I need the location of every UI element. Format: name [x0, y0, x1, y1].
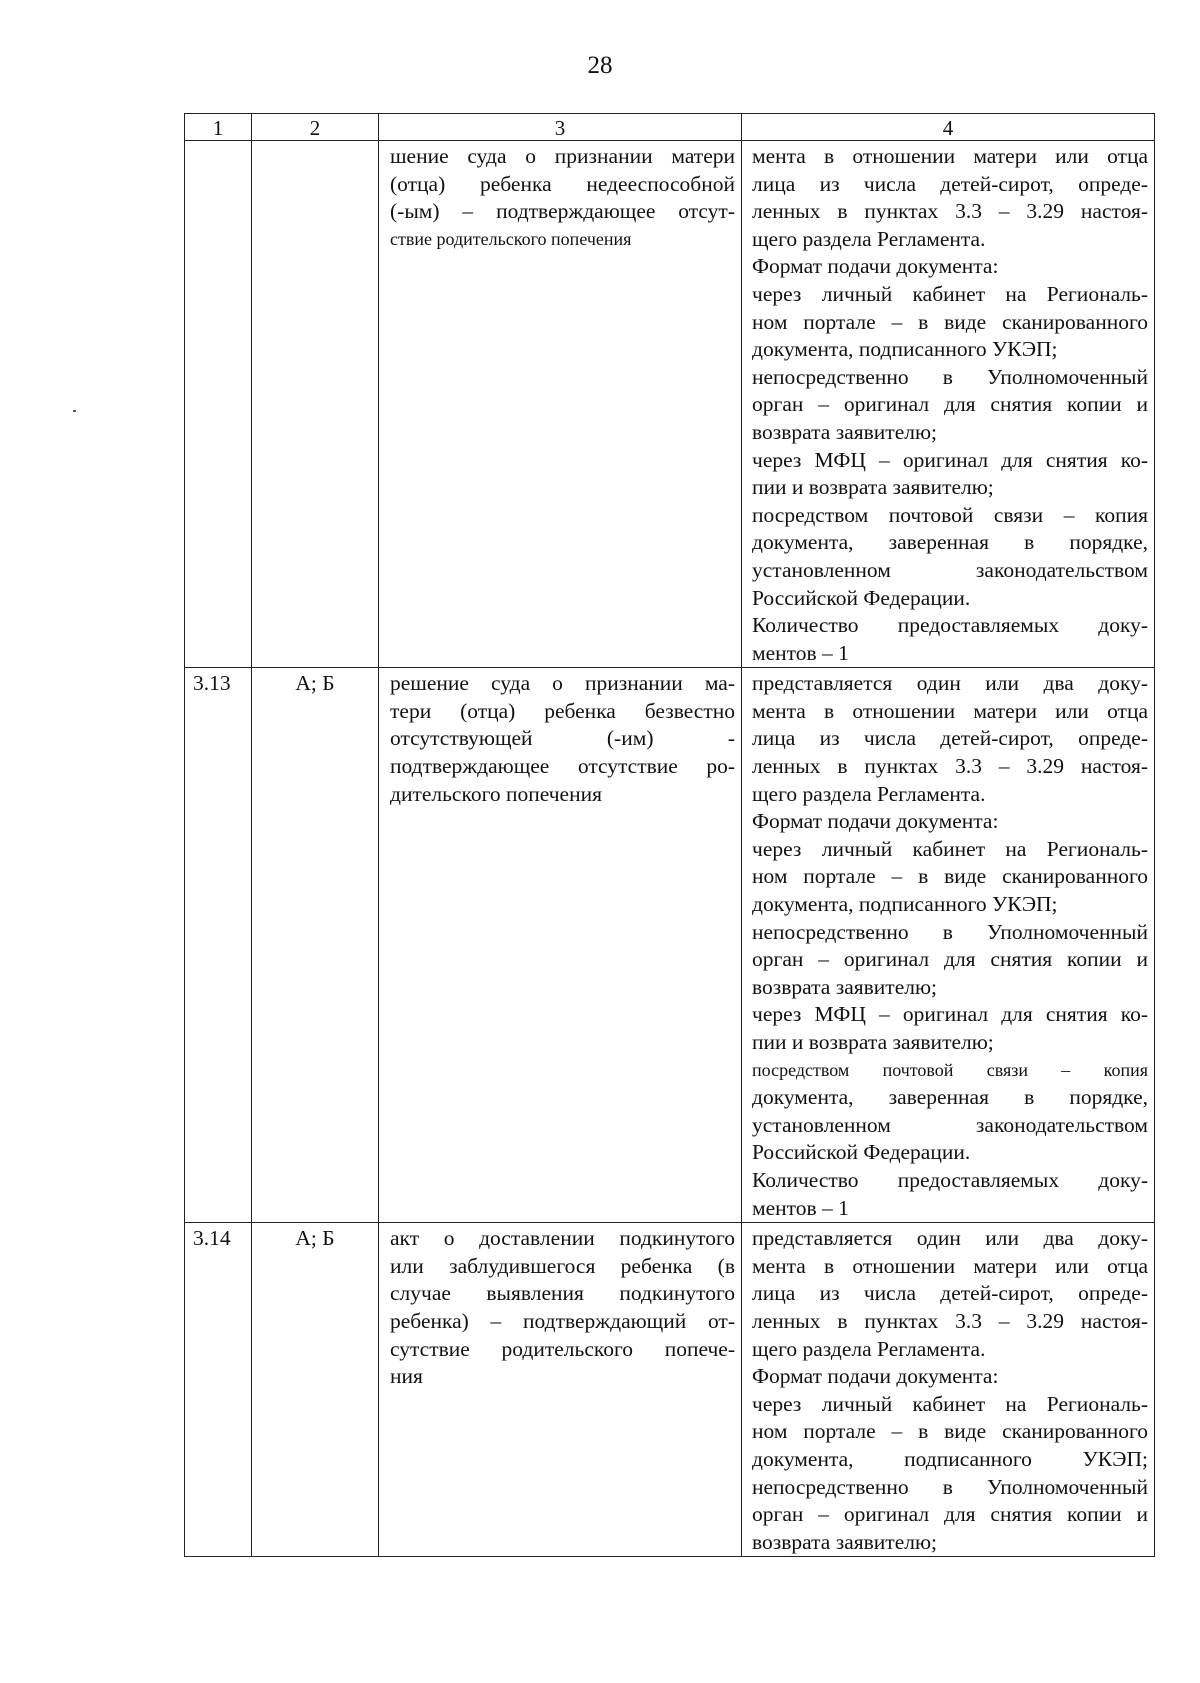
- column-header-3: 3: [379, 114, 742, 141]
- column-header-2: 2: [252, 114, 379, 141]
- description-line: ленных в пунктах 3.3 – 3.29 настоя-: [752, 1308, 1148, 1333]
- table-row: [185, 141, 1155, 668]
- document-line: ребенка) – подтверждающий от-: [390, 1308, 735, 1333]
- row-number-cell: [185, 141, 252, 668]
- table-row: [185, 1223, 1155, 1557]
- description-line: документа, подписанного УКЭП;: [752, 892, 1058, 917]
- description-line: Российской Федерации.: [752, 585, 971, 610]
- description-line: пии и возврата заявителю;: [752, 475, 994, 500]
- document-line: подтверждающее отсутствие ро-: [390, 754, 735, 779]
- row-number-cell: 3.13: [185, 668, 252, 1223]
- description-line: щего раздела Регламента.: [752, 226, 986, 251]
- row-category-cell: А; Б: [252, 1223, 379, 1557]
- description-line: мента в отношении матери или отца: [752, 1253, 1148, 1278]
- column-header-4: 4: [742, 114, 1155, 141]
- regulation-table: [184, 113, 1155, 1557]
- row-document-cell: [379, 1223, 742, 1557]
- description-line: документа, подписанного УКЭП;: [752, 1446, 1148, 1471]
- document-line: (-ым) – подтверждающее отсут-: [390, 199, 735, 224]
- description-line: непосредственно в Уполномоченный: [752, 1474, 1148, 1499]
- description-line: ленных в пунктах 3.3 – 3.29 настоя-: [752, 754, 1148, 779]
- description-line: возврата заявителю;: [752, 974, 937, 999]
- description-line: представляется один или два доку-: [752, 1226, 1148, 1251]
- description-line: документа, подписанного УКЭП;: [752, 337, 1058, 362]
- description-line: документа, заверенная в порядке,: [752, 530, 1148, 555]
- description-line: через личный кабинет на Региональ-: [752, 281, 1148, 306]
- document-line: решение суда о признании ма-: [390, 671, 735, 696]
- description-line: Формат подачи документа:: [752, 254, 999, 279]
- description-line: непосредственно в Уполномоченный: [752, 919, 1148, 944]
- description-line: щего раздела Регламента.: [752, 781, 986, 806]
- description-line: ленных в пунктах 3.3 – 3.29 настоя-: [752, 199, 1148, 224]
- description-line: орган – оригинал для снятия копии и: [752, 947, 1148, 972]
- document-line: отсутствующей (-им) -: [390, 726, 735, 751]
- row-document-cell: [379, 668, 742, 1223]
- description-line: ном портале – в виде сканированного: [752, 309, 1148, 334]
- document-line: шение суда о признании матери: [390, 144, 735, 168]
- description-line: Количество предоставляемых доку-: [752, 613, 1148, 638]
- description-line: Количество предоставляемых доку-: [752, 1167, 1148, 1192]
- page-number: 28: [587, 52, 613, 79]
- description-line: установленном законодательством: [752, 557, 1148, 582]
- description-line: ном портале – в виде сканированного: [752, 1419, 1148, 1444]
- description-line: лица из числа детей-сирот, опреде-: [752, 726, 1148, 751]
- description-line: Российской Федерации.: [752, 1140, 971, 1165]
- table-header-row: [185, 114, 1155, 141]
- document-line: ствие родительского попечения: [390, 228, 632, 249]
- description-line: возврата заявителю;: [752, 419, 937, 444]
- row-category-cell: [252, 141, 379, 668]
- row-number-cell: 3.14: [185, 1223, 252, 1557]
- document-line: (отца) ребенка недееспособной: [390, 171, 735, 196]
- row-description-cell: [742, 1223, 1155, 1557]
- description-line: Формат подачи документа:: [752, 809, 999, 834]
- description-line: посредством почтовой связи – копия: [752, 502, 1148, 527]
- description-line: установленном законодательством: [752, 1112, 1148, 1137]
- column-header-1: 1: [185, 114, 252, 141]
- row-description-cell: [742, 141, 1155, 668]
- document-line: сутствие родительского попече-: [390, 1336, 735, 1361]
- description-line: через МФЦ – оригинал для снятия ко-: [752, 1002, 1148, 1027]
- document-line: тери (отца) ребенка безвестно: [390, 698, 735, 723]
- description-line: непосредственно в Уполномоченный: [752, 364, 1148, 389]
- description-line: возврата заявителю;: [752, 1529, 937, 1554]
- description-line: орган – оригинал для снятия копии и: [752, 392, 1148, 417]
- row-document-cell: [379, 141, 742, 668]
- description-line: лица из числа детей-сирот, опреде-: [752, 171, 1148, 196]
- document-line: акт о доставлении подкинутого: [390, 1226, 735, 1251]
- description-line: ментов – 1: [752, 640, 849, 665]
- document-line: дительского попечения: [390, 781, 602, 806]
- description-line: пии и возврата заявителю;: [752, 1030, 994, 1054]
- description-line: ном портале – в виде сканированного: [752, 864, 1148, 889]
- description-line: ментов – 1: [752, 1195, 849, 1220]
- scan-artifact-dot: [73, 410, 76, 412]
- document-line: ния: [390, 1364, 423, 1389]
- row-category-cell: А; Б: [252, 668, 379, 1223]
- description-line: орган – оригинал для снятия копии и: [752, 1502, 1148, 1527]
- description-line: представляется один или два доку-: [752, 671, 1148, 696]
- description-line: мента в отношении матери или отца: [752, 144, 1148, 168]
- description-line: через МФЦ – оригинал для снятия ко-: [752, 447, 1148, 472]
- row-description-cell: [742, 668, 1155, 1223]
- description-line: щего раздела Регламента.: [752, 1336, 986, 1361]
- description-line: посредством почтовой связи – копия: [752, 1059, 1148, 1080]
- description-line: Формат подачи документа:: [752, 1364, 999, 1389]
- description-line: через личный кабинет на Региональ-: [752, 836, 1148, 861]
- document-line: случае выявления подкинутого: [390, 1281, 735, 1306]
- description-line: мента в отношении матери или отца: [752, 698, 1148, 723]
- document-line: или заблудившегося ребенка (в: [390, 1253, 735, 1278]
- description-line: документа, заверенная в порядке,: [752, 1085, 1148, 1110]
- description-line: через личный кабинет на Региональ-: [752, 1391, 1148, 1416]
- description-line: лица из числа детей-сирот, опреде-: [752, 1281, 1148, 1306]
- table-row: [185, 668, 1155, 1223]
